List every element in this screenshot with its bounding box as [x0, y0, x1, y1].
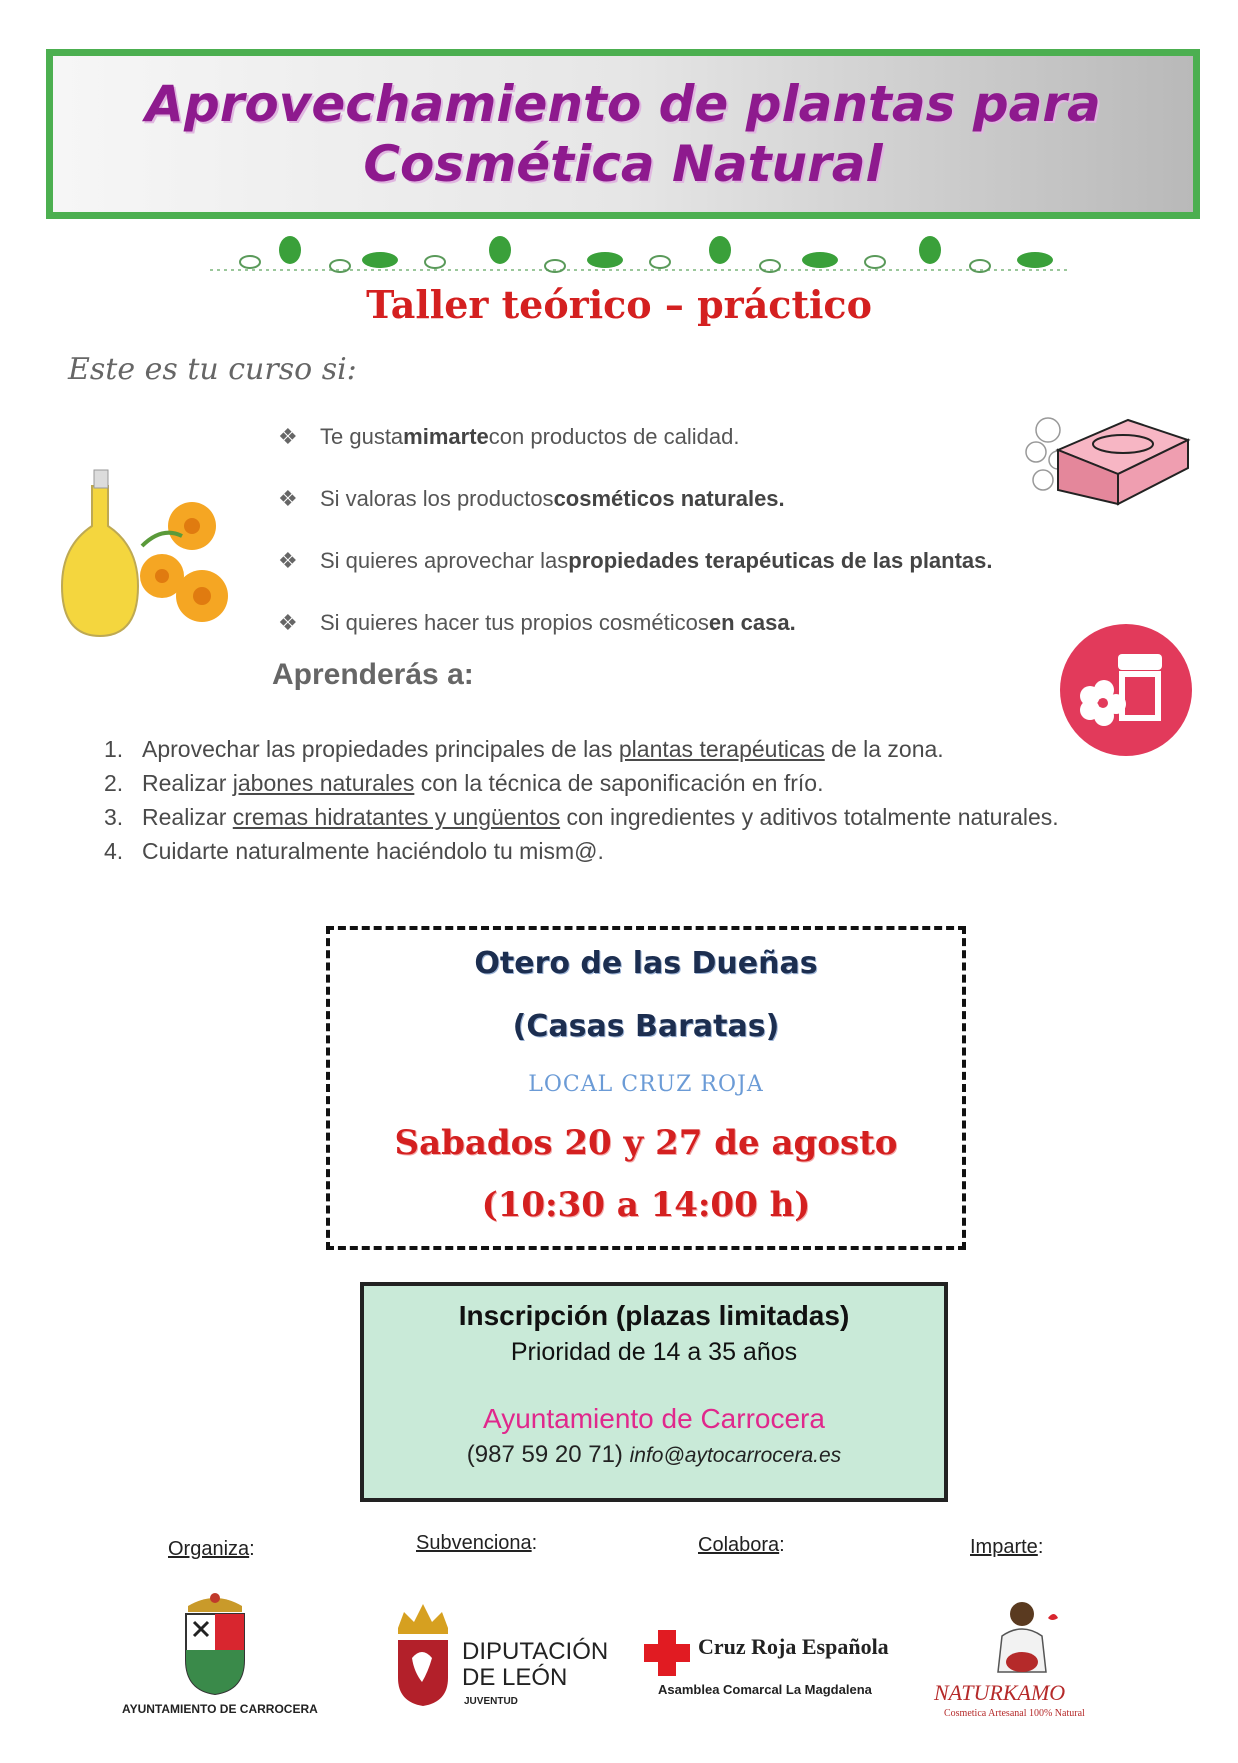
cruz-roja-sub: Asamblea Comarcal La Magdalena [658, 1682, 872, 1697]
list-item: 1. Aprovechar las propiedades principales de las plantas terapéuticas de la zona. [104, 736, 944, 762]
registration-organizer: Ayuntamiento de Carrocera [483, 1403, 825, 1434]
coat-of-arms-icon [180, 1588, 250, 1698]
cruz-roja-name: Cruz Roja Española [698, 1634, 889, 1659]
cream-jar-icon [1056, 620, 1196, 760]
red-cross-icon [642, 1628, 692, 1678]
location-area: (Casas Baratas) [512, 1009, 780, 1044]
email-link[interactable]: info@aytocarrocera.es [629, 1444, 842, 1467]
diputacion-line1: DIPUTACIÓN [462, 1638, 609, 1665]
bullet-list [278, 424, 993, 672]
diamond-bullet-icon: ❖ [278, 548, 298, 573]
registration-priority: Prioridad de 14 a 35 años [510, 1338, 798, 1366]
oil-bottle-flowers-icon [52, 466, 242, 646]
list-item: ❖ Si quieres hacer tus propios cosméticos en casa. [278, 610, 796, 635]
steps-list [104, 736, 1059, 872]
page-title-line2: Cosmética Natural [363, 135, 883, 193]
naturkamo-figure-icon [976, 1596, 1066, 1686]
location-place: Otero de las Dueñas [474, 946, 818, 981]
soap-bar-icon [1018, 400, 1198, 510]
list-item: 2. Realizar jabones naturales con la técnica de saponificación en frío. [104, 770, 824, 796]
list-item: 4. Cuidarte naturalmente haciéndolo tu mism@. [104, 838, 604, 864]
naturkamo-sub: Cosmetica Artesanal 100% Natural [944, 1708, 1085, 1719]
label-subvenciona: Subvenciona: [416, 1532, 538, 1554]
location-box [326, 926, 966, 1250]
diamond-bullet-icon: ❖ [278, 424, 298, 449]
label-organiza: Organiza: [168, 1538, 255, 1560]
event-dates: Sabados 20 y 27 de agosto [394, 1123, 898, 1163]
crown-lion-icon [392, 1598, 454, 1708]
workshop-subtitle: Taller teórico – práctico [366, 282, 872, 327]
leaf-garland-icon [210, 232, 1070, 278]
registration-title: Inscripción (plazas limitadas) [458, 1300, 850, 1331]
list-item: ❖ Si quieres aprovechar las propiedades terapéuticas de las plantas. [278, 548, 993, 573]
phone-number: (987 59 20 71) [466, 1441, 623, 1468]
diputacion-line3: JUVENTUD [464, 1696, 518, 1707]
diamond-bullet-icon: ❖ [278, 486, 298, 511]
page-title-line1: Aprovechamiento de plantas para [145, 75, 1101, 133]
naturkamo-name: NATURKAMO [934, 1680, 1066, 1705]
ayto-logo-text: AYUNTAMIENTO DE CARROCERA [122, 1702, 318, 1716]
label-imparte: Imparte: [970, 1536, 1044, 1558]
list-item: ❖ Te gusta mimarte con productos de calidad. [278, 424, 740, 449]
registration-box [360, 1282, 948, 1502]
event-time: (10:30 a 14:00 h) [481, 1185, 811, 1225]
title-banner [46, 49, 1200, 219]
location-venue: LOCAL CRUZ ROJA [528, 1072, 764, 1097]
learn-heading: Aprenderás a: [272, 658, 474, 691]
list-item: ❖ Si valoras los productos cosméticos naturales. [278, 486, 785, 511]
registration-contact [364, 1441, 944, 1469]
label-colabora: Colabora: [698, 1534, 785, 1556]
list-item: 3. Realizar cremas hidratantes y ungüentos con ingredientes y aditivos totalmente naturales. [104, 804, 1059, 830]
intro-text: Este es tu curso si: [68, 352, 357, 387]
diamond-bullet-icon: ❖ [278, 610, 298, 635]
diputacion-line2: DE LEÓN [462, 1664, 568, 1691]
